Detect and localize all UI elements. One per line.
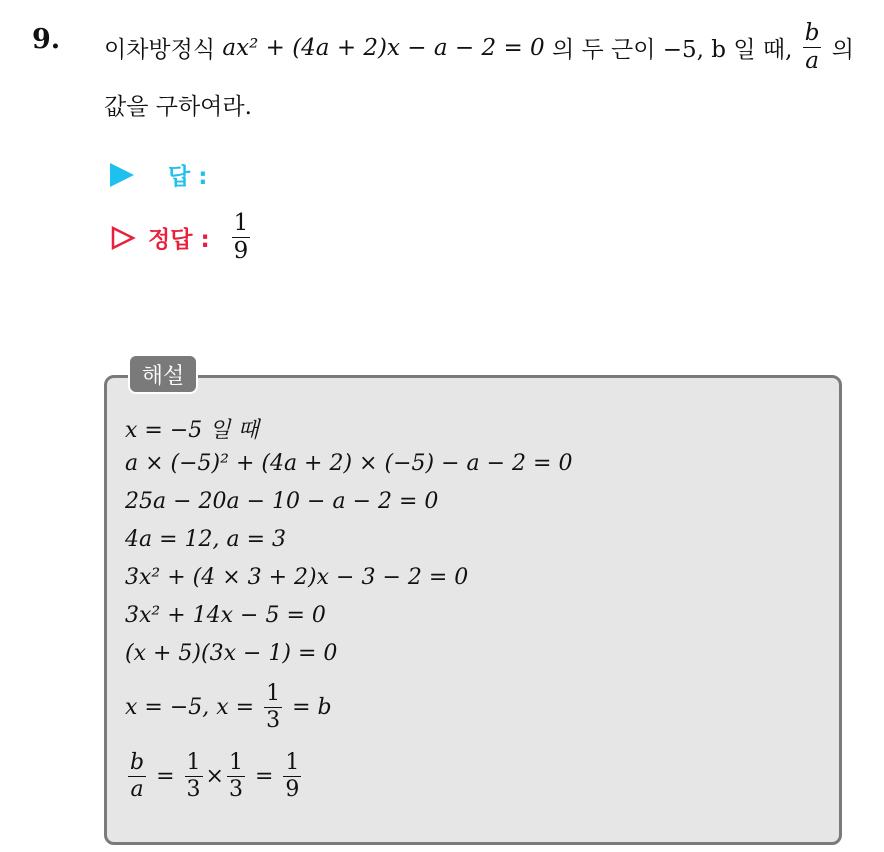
solution-line-4: 4a = 12, a = 3 (125, 527, 287, 552)
fraction-numerator: b (804, 20, 820, 46)
line9-fraction-3 (227, 752, 245, 801)
problem-line-2: 값을 구하여라. (104, 94, 252, 120)
line9-f1-num: b (130, 750, 145, 775)
solution-line-5: 3x² + (4 × 3 + 2)x − 3 − 2 = 0 (125, 565, 469, 590)
answer-row (110, 158, 207, 191)
correct-numerator: 1 (233, 210, 249, 236)
solution-line-2: a × (−5)² + (4a + 2) × (−5) − a − 2 = 0 (125, 451, 573, 476)
correct-label: 정답 : (148, 227, 210, 253)
solution-line-3: 25a − 20a − 10 − a − 2 = 0 (125, 489, 439, 514)
solution-line-1: x = −5 일 때 (125, 418, 259, 443)
correct-fraction (232, 212, 251, 263)
problem-post: 의 (831, 37, 854, 63)
line9-f4-num: 1 (285, 750, 300, 775)
line8-fraction (264, 683, 282, 732)
line9-fraction-1 (128, 752, 146, 801)
problem-mid: 의 두 근이 −5, b 일 때, (551, 37, 793, 63)
answer-label: 답 : (168, 164, 208, 190)
line8-den: 3 (266, 708, 281, 733)
play-outline-icon (110, 225, 136, 251)
line9-eq2: = (254, 764, 274, 789)
play-filled-icon (110, 163, 134, 187)
line9-f3-den: 3 (228, 777, 243, 802)
correct-answer-row (110, 212, 253, 263)
solution-line-9 (125, 752, 304, 801)
line9-eq: = (156, 764, 175, 789)
line9-f2-num: 1 (186, 750, 201, 775)
solution-line-6: 3x² + 14x − 5 = 0 (125, 603, 326, 628)
line9-f3-num: 1 (228, 750, 243, 775)
solution-line-8 (125, 683, 332, 732)
line9-fraction-4 (283, 752, 301, 801)
fraction-denominator: a (805, 48, 819, 74)
line8-post: = b (292, 695, 332, 720)
line8-num: 1 (266, 681, 281, 706)
line9-f1-den: a (130, 777, 144, 802)
correct-denominator: 9 (233, 238, 249, 264)
line9-times: × (205, 764, 224, 789)
line9-f2-den: 3 (186, 777, 201, 802)
solution-line-7: (x + 5)(3x − 1) = 0 (125, 641, 338, 666)
problem-fraction (803, 22, 822, 73)
line9-fraction-2 (185, 752, 203, 801)
problem-pre: 이차방정식 (104, 37, 216, 63)
line9-f4-den: 9 (285, 777, 300, 802)
problem-line-1 (104, 22, 854, 73)
solution-tag: 해설 (128, 354, 198, 394)
line8-pre: x = −5, x = (125, 695, 255, 720)
problem-equation: ax² + (4a + 2)x − a − 2 = 0 (222, 34, 545, 61)
problem-number: 9. (32, 24, 61, 55)
